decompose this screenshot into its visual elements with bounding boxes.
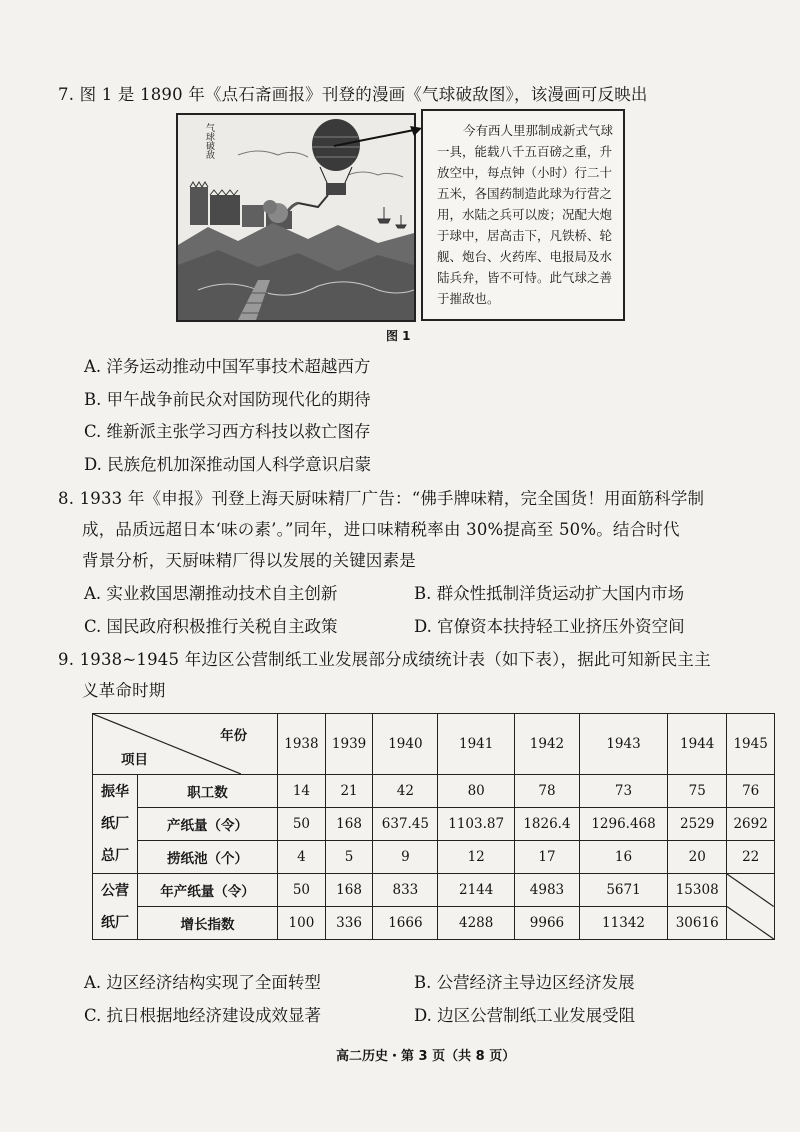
table-cell: 168 [325, 808, 373, 841]
q8-stem-line: 成，品质远超日本‘味の素’。”同年，进口味精税率由 30%提高至 50%。结合时代 [82, 520, 680, 539]
q8-option-b[interactable]: B. 群众性抵制洋货运动扩大国内市场 [414, 584, 685, 603]
table-cell: 50 [278, 874, 326, 907]
table-cell: 637.45 [373, 808, 438, 841]
caption-line: 陆兵弁，皆不可恃。此气球之善 [437, 270, 613, 285]
group-label-zhenhua [93, 775, 138, 874]
year-header: 1945 [727, 714, 775, 775]
year-header: 1944 [668, 714, 727, 775]
row-label: 职工数 [138, 775, 278, 808]
table-corner-cell [93, 714, 278, 775]
q9-option-b[interactable]: B. 公营经济主导边区经济发展 [414, 973, 635, 992]
table-cell: 1826.4 [514, 808, 579, 841]
table-cell: 15308 [668, 874, 727, 907]
row-label: 年产纸量（令） [138, 874, 278, 907]
table-cell: 833 [373, 874, 438, 907]
group-label-part: 纸厂 [101, 816, 129, 832]
figure-label: 图 1 [386, 329, 411, 343]
group-label-part: 纸厂 [101, 914, 129, 931]
table-cell: 22 [727, 841, 775, 874]
table-cell: 100 [278, 907, 326, 940]
table-row [93, 775, 775, 808]
table-cell: 4 [278, 841, 326, 874]
cartoon-title: 气球破敌 [204, 123, 214, 159]
table-cell: 78 [514, 775, 579, 808]
table-cell: 4288 [438, 907, 515, 940]
table-cell: 1296.468 [579, 808, 667, 841]
table-cell: 75 [668, 775, 727, 808]
year-header: 1943 [579, 714, 667, 775]
table-header-row [93, 714, 775, 775]
table-cell: 30616 [668, 907, 727, 940]
empty-diagonal-cell [727, 874, 775, 940]
table-row [93, 874, 775, 907]
q9-option-a[interactable]: A. 边区经济结构实现了全面转型 [84, 973, 321, 992]
q9-stem-line: 义革命时期 [82, 681, 166, 700]
corner-label-year: 年份 [220, 728, 248, 744]
row-label: 捞纸池（个） [138, 841, 278, 874]
q8-stem-line: 8. 1933 年《申报》刊登上海天厨味精厂广告：“佛手牌味精，完全国货！用面筋科学制 [58, 489, 705, 508]
row-label: 增长指数 [138, 907, 278, 940]
year-header: 1939 [325, 714, 373, 775]
table-cell: 80 [438, 775, 515, 808]
q7-option-b[interactable]: B. 甲午战争前民众对国防现代化的期待 [84, 390, 371, 409]
q7-option-c[interactable]: C. 维新派主张学习西方科技以救亡图存 [84, 422, 371, 441]
caption-line: 放空中，每点钟（小时）行二十 [437, 165, 613, 180]
group-label-part: 公营 [101, 882, 129, 899]
caption-line: 于摧敌也。 [437, 291, 500, 306]
table-cell: 20 [668, 841, 727, 874]
diagonal-line [93, 714, 241, 774]
year-header: 1941 [438, 714, 515, 775]
table-cell: 2144 [438, 874, 515, 907]
q7-option-d[interactable]: D. 民族危机加深推动国人科学意识启蒙 [84, 455, 372, 474]
table-cell: 14 [278, 775, 326, 808]
q8-option-a[interactable]: A. 实业救国思潮推动技术自主创新 [84, 584, 338, 603]
table-cell: 73 [579, 775, 667, 808]
q7-option-a[interactable]: A. 洋务运动推动中国军事技术超越西方 [84, 357, 371, 376]
table-row [93, 841, 775, 874]
q8-option-c[interactable]: C. 国民政府积极推行关税自主政策 [84, 617, 338, 636]
row-label: 产纸量（令） [138, 808, 278, 841]
caption-line: 五米，各国药制造此球为行营之 [437, 186, 613, 201]
table-row [93, 907, 775, 940]
table-cell: 42 [373, 775, 438, 808]
table-cell: 1103.87 [438, 808, 515, 841]
group-label-part: 总厂 [101, 848, 129, 864]
table-cell: 5 [325, 841, 373, 874]
table-cell: 11342 [579, 907, 667, 940]
page-footer: 高二历史・第 3 页（共 8 页） [336, 1049, 516, 1064]
table-cell: 168 [325, 874, 373, 907]
q7-stem: 7. 图 1 是 1890 年《点石斋画报》刊登的漫画《气球破敌图》，该漫画可反映出 [58, 85, 648, 104]
table-cell: 50 [278, 808, 326, 841]
year-header: 1940 [373, 714, 438, 775]
corner-label-item: 项目 [121, 752, 148, 768]
q9-option-d[interactable]: D. 边区公营制纸工业发展受阻 [414, 1006, 636, 1025]
table-cell: 17 [514, 841, 579, 874]
group-label-part: 振华 [101, 784, 129, 800]
caption-box [421, 109, 625, 321]
caption-line: 今有西人里那制成新式气球 [463, 123, 614, 138]
table-row [93, 808, 775, 841]
year-header: 1938 [278, 714, 326, 775]
table-cell: 9966 [514, 907, 579, 940]
caption-line: 于球中，居高击下，凡铁桥、轮 [437, 228, 613, 243]
table-cell: 2529 [668, 808, 727, 841]
caption-line: 用，水陆之兵可以废；况配大炮 [437, 207, 613, 222]
paper-industry-stats-table [92, 713, 775, 940]
table-cell: 12 [438, 841, 515, 874]
table-cell: 4983 [514, 874, 579, 907]
arrow-icon [332, 124, 424, 150]
year-header: 1942 [514, 714, 579, 775]
table-cell: 9 [373, 841, 438, 874]
q9-option-c[interactable]: C. 抗日根据地经济建设成效显著 [84, 1006, 322, 1025]
q9-stem-line: 9. 1938~1945 年边区公营制纸工业发展部分成绩统计表（如下表），据此可知新民主主 [58, 650, 711, 669]
caption-line: 一具，能载八千五百磅之重，升 [437, 144, 613, 159]
table-cell: 21 [325, 775, 373, 808]
caption-line: 舰、炮台、火药库、电报局及水 [437, 249, 613, 264]
table-cell: 2692 [727, 808, 775, 841]
table-cell: 5671 [579, 874, 667, 907]
diagonal-line [727, 874, 774, 939]
group-label-public [93, 874, 138, 940]
table-cell: 1666 [373, 907, 438, 940]
table-cell: 16 [579, 841, 667, 874]
q8-stem-line: 背景分析，天厨味精厂得以发展的关键因素是 [82, 551, 416, 570]
table-cell: 336 [325, 907, 373, 940]
table-cell: 76 [727, 775, 775, 808]
q8-option-d[interactable]: D. 官僚资本扶持轻工业挤压外资空间 [414, 617, 685, 636]
